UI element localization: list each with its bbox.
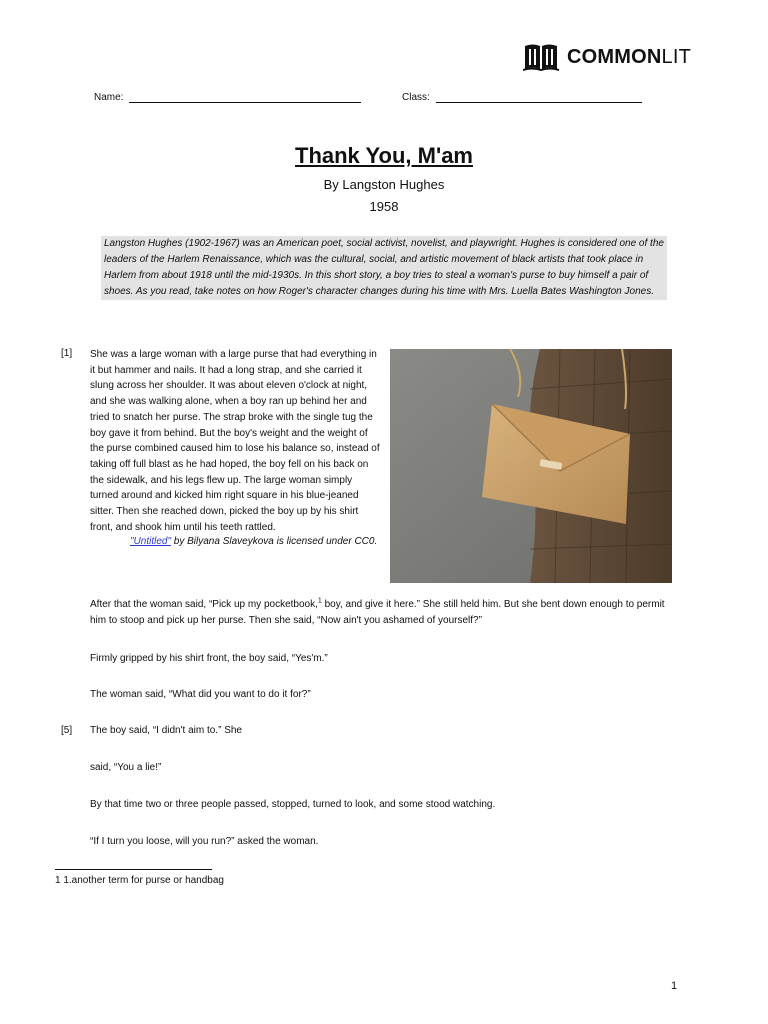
image-caption bbox=[90, 534, 380, 550]
purse-photo bbox=[390, 349, 672, 583]
paragraph-number: [1] bbox=[61, 348, 73, 359]
paragraph-3: Firmly gripped by his shirt front, the boy said, “Yes'm.” bbox=[90, 653, 328, 664]
paragraph-4: The woman said, “What did you want to do it for?” bbox=[90, 689, 311, 700]
logo-text: COMMONLIT bbox=[567, 45, 692, 68]
class-label: Class: bbox=[402, 92, 430, 103]
name-field[interactable] bbox=[94, 92, 361, 103]
footnote-ref[interactable]: 1 bbox=[317, 597, 322, 605]
document-author: By Langston Hughes bbox=[323, 177, 445, 192]
document-title: Thank You, M'am bbox=[295, 143, 473, 168]
footnote-divider bbox=[55, 869, 212, 870]
caption-credit: by Bilyana Slaveykova is licensed under CC0. bbox=[171, 536, 378, 547]
paragraph-2: After that the woman said, “Pick up my pocketbook,$^1$ boy, and give it here.” She still held him. But she bent down enough to permit him to stoop and pick up her purse. Then she said, “Now ain't you ashamed of yourself?” bbox=[90, 597, 665, 626]
caption-link[interactable]: "Untitled" bbox=[130, 536, 172, 547]
name-line[interactable] bbox=[129, 93, 361, 103]
class-line[interactable] bbox=[436, 93, 642, 103]
document-year: 1958 bbox=[369, 199, 399, 214]
paragraph-7: By that time two or three people passed, stopped, turned to look, and some stood watching. bbox=[90, 799, 496, 810]
intro-box: Langston Hughes (1902-1967) was an American poet, social activist, novelist, and playwright. Hughes is considered one of the leaders of the Harlem Renaissance, which was the cultural, social, and artistic movement of black artists that took place in Harlem from about 1918 until the mid-1930s. In this short story, a boy tries to steal a woman's purse to buy himself a pair of shoes. As you read, take notes on how Roger's character changes during his time with Mrs. Luella Bates Washington Jones. bbox=[101, 236, 667, 300]
paragraph-5: The boy said, “I didn't aim to.” She bbox=[90, 725, 242, 736]
paragraph-6: said, “You a lie!” bbox=[90, 762, 162, 773]
class-field[interactable] bbox=[402, 92, 642, 103]
paragraph-1: She was a large woman with a large purse that had everything in it but hammer and nails. It had a long strap, and she carried it slung across her shoulder. It was about eleven o'clock at night, and she was walking alone, when a boy ran up behind her and tried to snatch her purse. The strap broke with the single tug the boy gave it from behind. But the boy's weight and the weight of the purse combined caused him to lose his balance so, instead of taking off full blast as he had hoped, the boy fell on his back on the sidewalk, and his legs flew up. The large woman simply turned around and kicked him right square in his blue-jeaned sitter. Then she reached down, picked the boy up by his shirt front, and shook him until his teeth rattled. bbox=[90, 349, 380, 533]
name-label: Name: bbox=[94, 92, 124, 103]
page-number: 1 bbox=[671, 980, 678, 992]
paragraph-number: [5] bbox=[61, 725, 73, 736]
book-icon bbox=[523, 42, 559, 72]
paragraph-8: “If I turn you loose, will you run?” asked the woman. bbox=[90, 836, 319, 847]
footnote: 1 1.another term for purse or handbag bbox=[55, 875, 224, 886]
commonlit-logo bbox=[523, 41, 691, 73]
